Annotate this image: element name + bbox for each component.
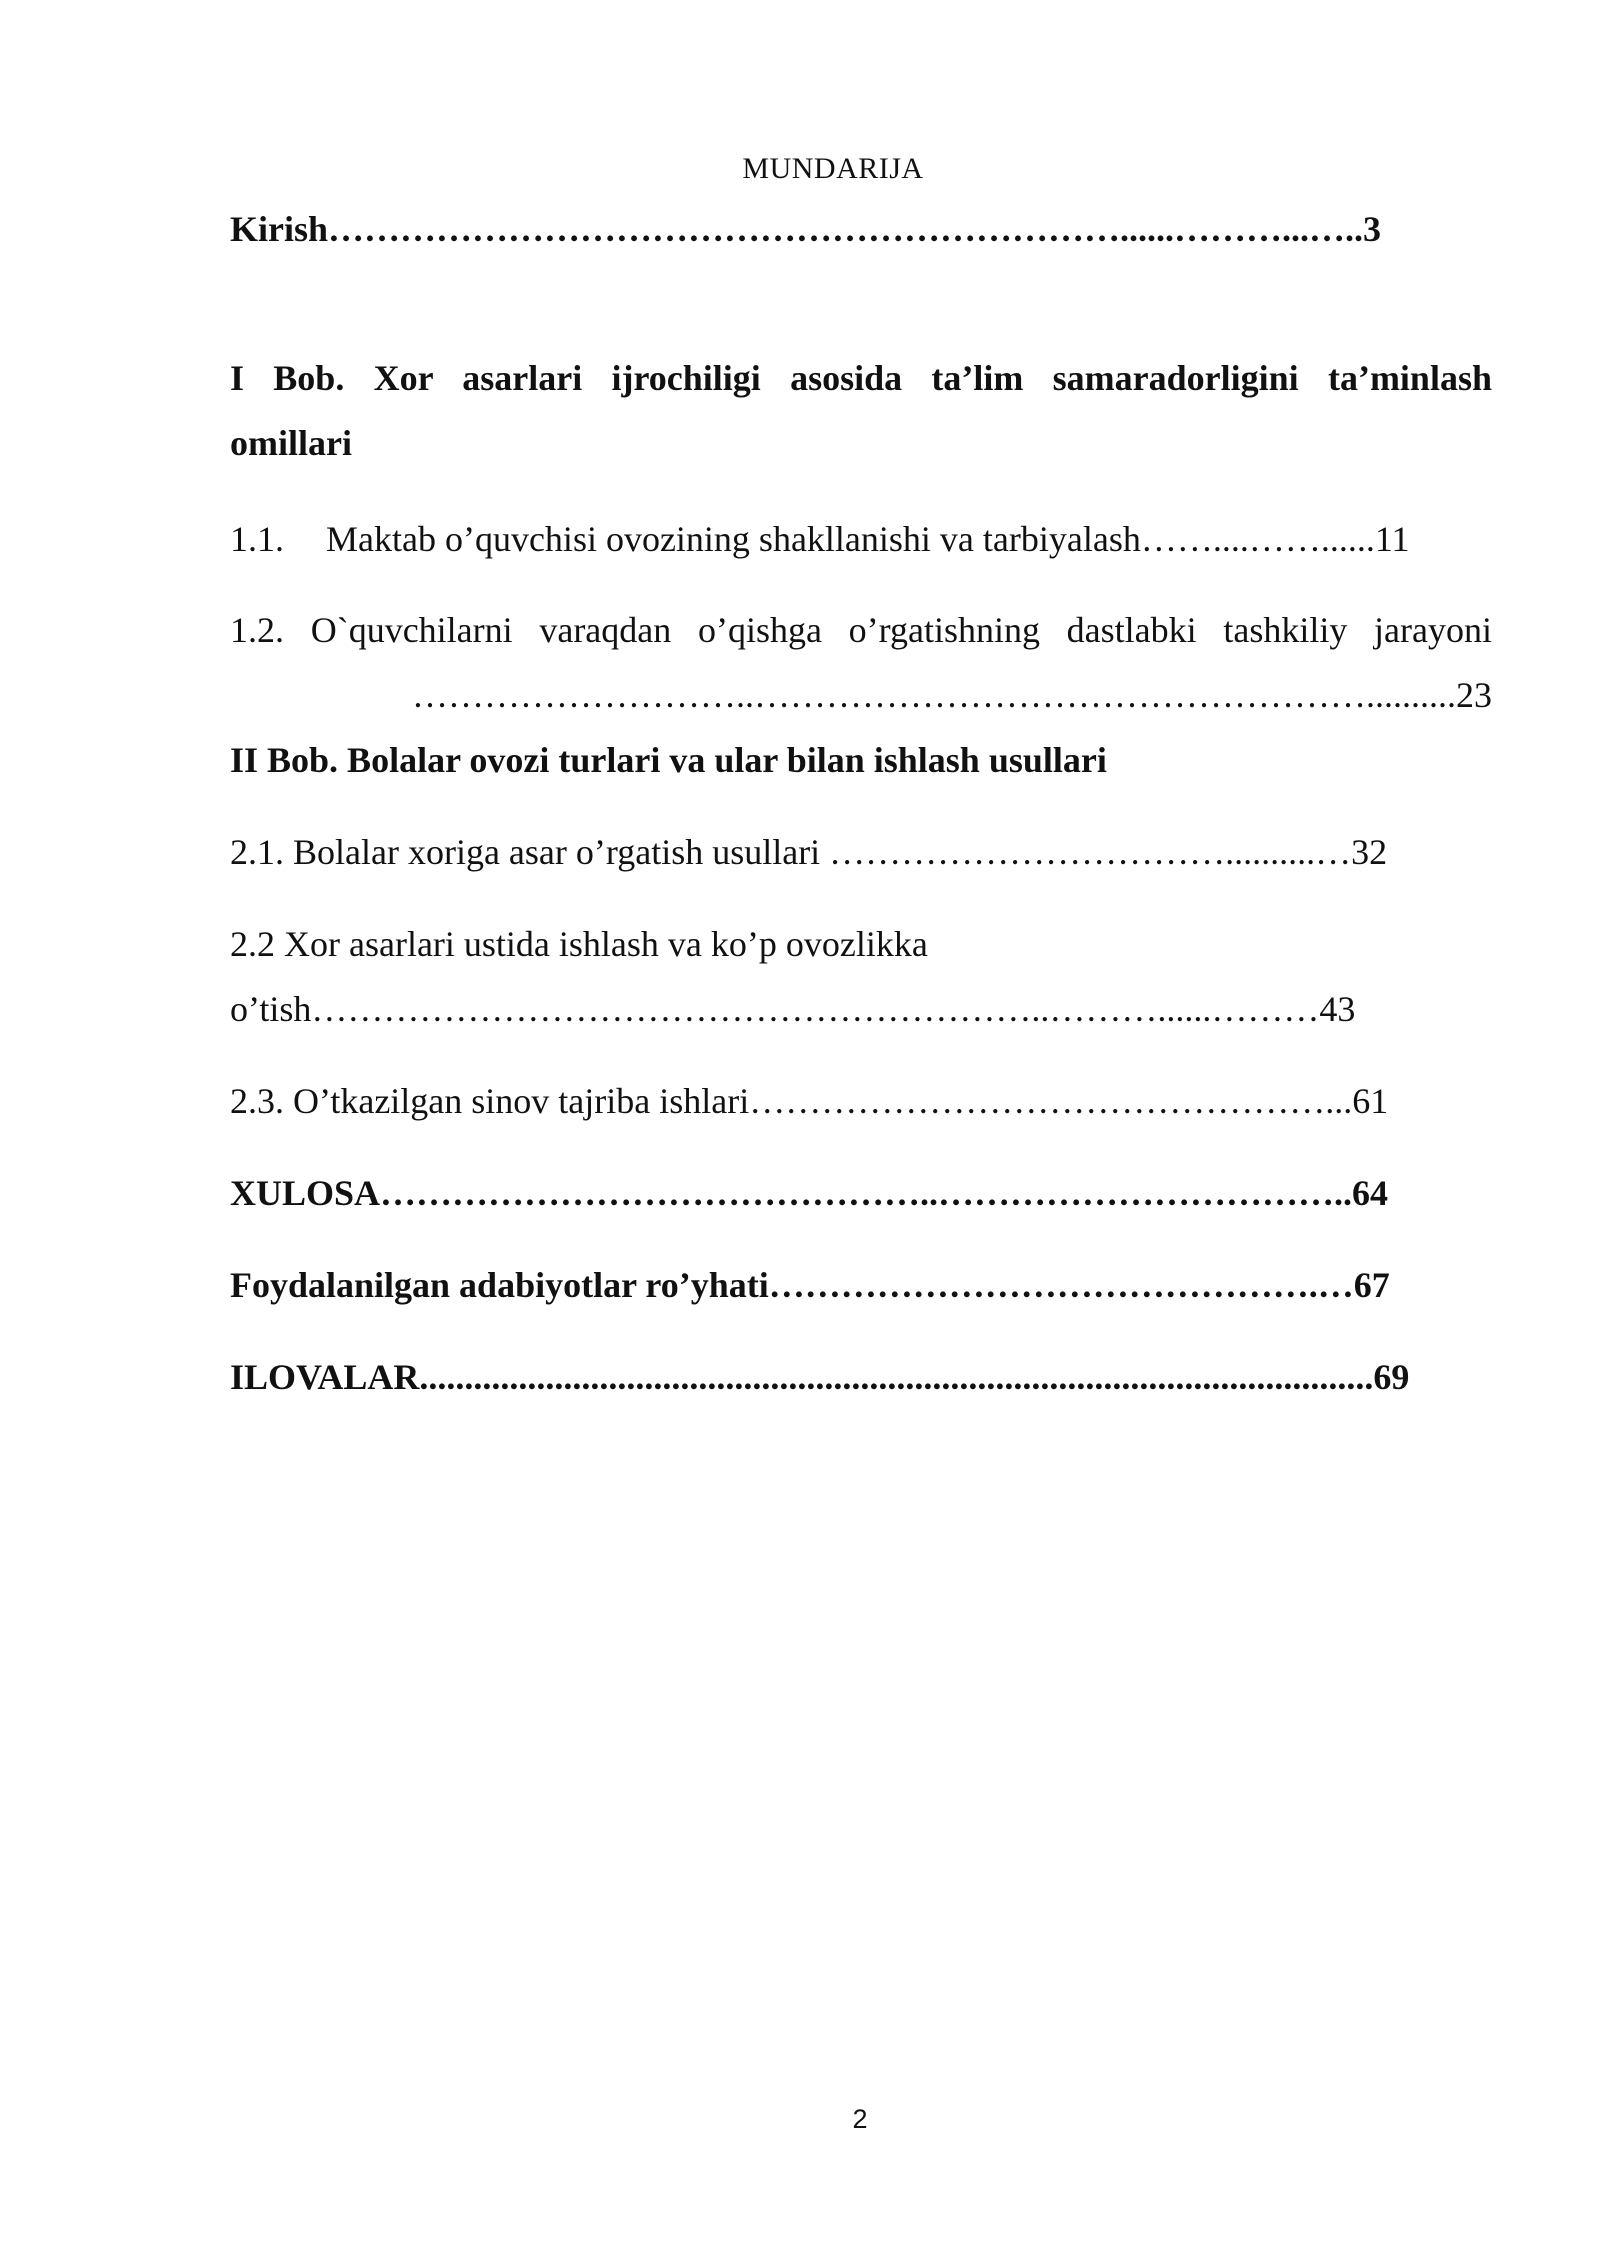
toc-entry-2-1: 2.1. Bolalar xoriga asar o’rgatish usullari ……………………………..........…32 <box>230 832 1388 872</box>
toc-entry-1-2: 1.2. O`quvchilarni varaqdan o’qishga o’rgatishning dastlabki tashkiliy jarayoni <box>230 610 1492 650</box>
toc-entry-xulosa: XULOSA………………………………………..……………………………..64 <box>230 1173 1389 1213</box>
toc-entry-chapter2-title: II Bob. Bolalar ovozi turlari va ular bilan ishlash usullari <box>230 740 1107 780</box>
toc-entry-ilovalar: ILOVALAR..........................................................................................................69 <box>230 1357 1410 1397</box>
toc-entry-1-2-leader: ………………………..……………………………………………..........23 <box>412 675 1492 715</box>
toc-entry-2-2-cont: o’tish……………………………………………………..………......………43 <box>230 989 1356 1029</box>
toc-entry-1-1-text: Maktab o’quvchisi ovozining shakllanishi va tarbiyalash……....……......11 <box>326 519 1410 559</box>
toc-heading: MUNDARIJA <box>742 152 924 185</box>
toc-entry-2-2: 2.2 Xor asarlari ustida ishlash va ko’p ovozlikka <box>230 924 928 964</box>
toc-entry-1-1 <box>230 517 1492 561</box>
toc-entry-kirish: Kirish…………………………………………………………......………...…..3 <box>230 209 1382 249</box>
toc-entry-2-3: 2.3. O’tkazilgan sinov tajriba ishlari…………………………………………...61 <box>230 1081 1389 1121</box>
toc-entry-chapter1-title: I Bob. Xor asarlari ijrochiligi asosida ta’lim samaradorligini ta’minlash <box>230 358 1492 398</box>
toc-entry-adabiyotlar: Foydalanilgan adabiyotlar ro’yhati……………………………………….…67 <box>230 1265 1390 1305</box>
toc-entry-1-1-number: 1.1. <box>230 519 284 559</box>
page-number: 2 <box>852 2104 868 2134</box>
toc-entry-chapter1-title-cont: omillari <box>230 423 352 463</box>
